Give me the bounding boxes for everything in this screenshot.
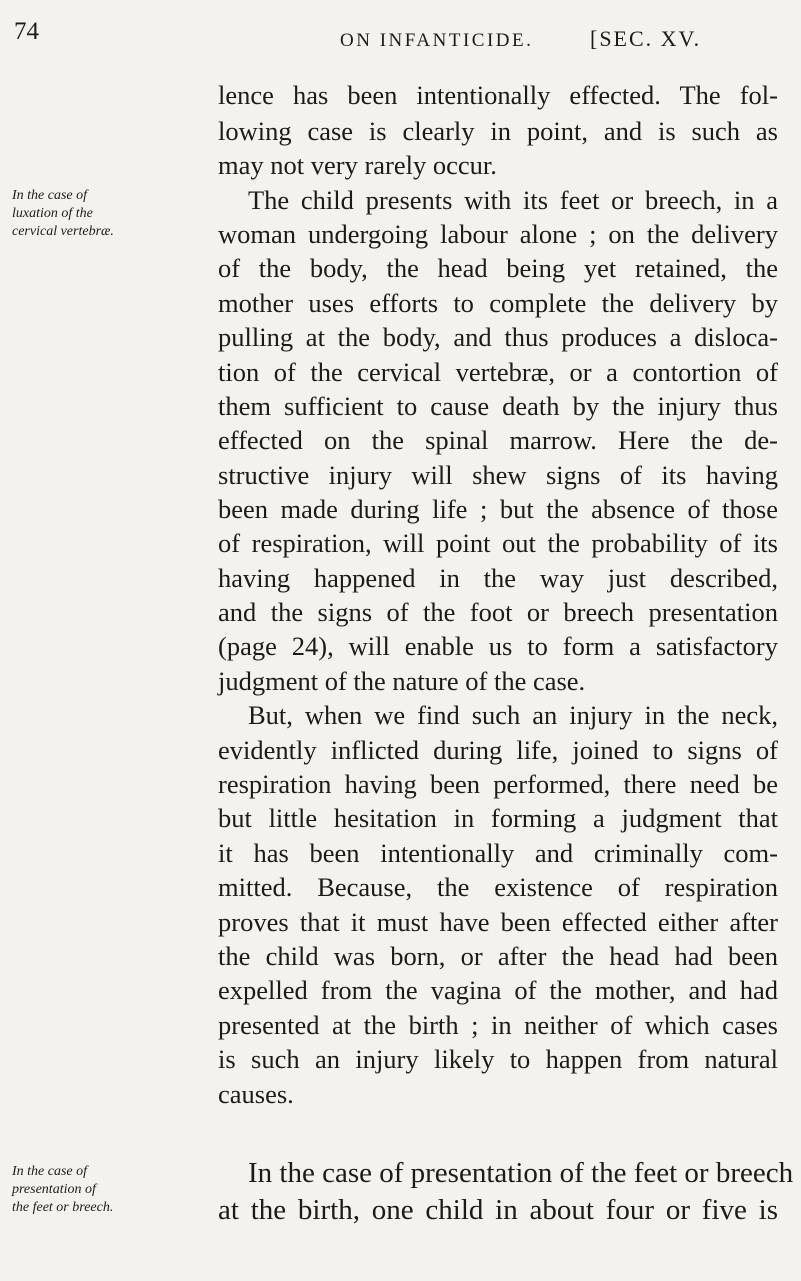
text-line: and the signs of the foot or breech presentation <box>218 597 778 627</box>
text-line: expelled from the vagina of the mother, and had <box>218 975 778 1005</box>
text-line: it has been intentionally and criminally com- <box>218 838 778 868</box>
text-line: structive injury will shew signs of its having <box>218 460 778 490</box>
text-line: proves that it must have been effected either after <box>218 907 778 937</box>
margin-note-line: In the case of <box>12 1164 88 1179</box>
margin-note-line: In the case of <box>12 188 88 203</box>
running-title: ON INFANTICIDE. <box>340 30 534 51</box>
margin-note-line: cervical vertebræ. <box>12 224 114 239</box>
text-line: may not very rarely occur. <box>218 150 497 180</box>
text-line: (page 24), will enable us to form a satisfactory <box>218 631 778 661</box>
text-line: mitted. Because, the existence of respiration <box>218 872 778 902</box>
text-line: effected on the spinal marrow. Here the de- <box>218 425 778 455</box>
margin-note-line: luxation of the <box>12 206 93 221</box>
text-line: But, when we find such an injury in the neck, <box>248 700 778 730</box>
section-marker: [SEC. XV. <box>590 26 702 51</box>
text-line: of the body, the head being yet retained, the <box>218 253 778 283</box>
margin-note-luxation <box>12 187 217 241</box>
text-line: woman undergoing labour alone ; on the delivery <box>218 219 778 249</box>
text-line: having happened in the way just described, <box>218 563 778 593</box>
margin-note-presentation <box>12 1163 217 1217</box>
page-number: 74 <box>14 18 39 45</box>
text-line: presented at the birth ; in neither of which cases <box>218 1010 778 1040</box>
text-line: pulling at the body, and thus produces a disloca- <box>218 322 778 352</box>
text-line: tion of the cervical vertebræ, or a contortion of <box>218 357 778 387</box>
text-line: of respiration, will point out the probability of its <box>218 528 778 558</box>
text-line: lence has been intentionally effected. The fol- <box>218 80 778 110</box>
text-line: In the case of presentation of the feet or breech <box>248 1157 794 1189</box>
text-line: is such an injury likely to happen from natural <box>218 1044 778 1074</box>
text-line: the child was born, or after the head had been <box>218 941 778 971</box>
text-line: mother uses efforts to complete the delivery by <box>218 288 778 318</box>
text-line: causes. <box>218 1079 294 1109</box>
text-line: them sufficient to cause death by the injury thus <box>218 391 778 421</box>
text-line: evidently inflicted during life, joined to signs of <box>218 735 778 765</box>
text-line: lowing case is clearly in point, and is such as <box>218 116 778 146</box>
text-line: judgment of the nature of the case. <box>218 666 586 696</box>
text-line: been made during life ; but the absence of those <box>218 494 778 524</box>
margin-note-line: the feet or breech. <box>12 1200 114 1215</box>
margin-note-line: presentation of <box>12 1182 96 1197</box>
text-line: but little hesitation in forming a judgment that <box>218 803 778 833</box>
text-line: The child presents with its feet or breech, in a <box>248 185 778 215</box>
text-line: at the birth, one child in about four or five is <box>218 1194 778 1226</box>
text-line: respiration having been performed, there need be <box>218 769 778 799</box>
